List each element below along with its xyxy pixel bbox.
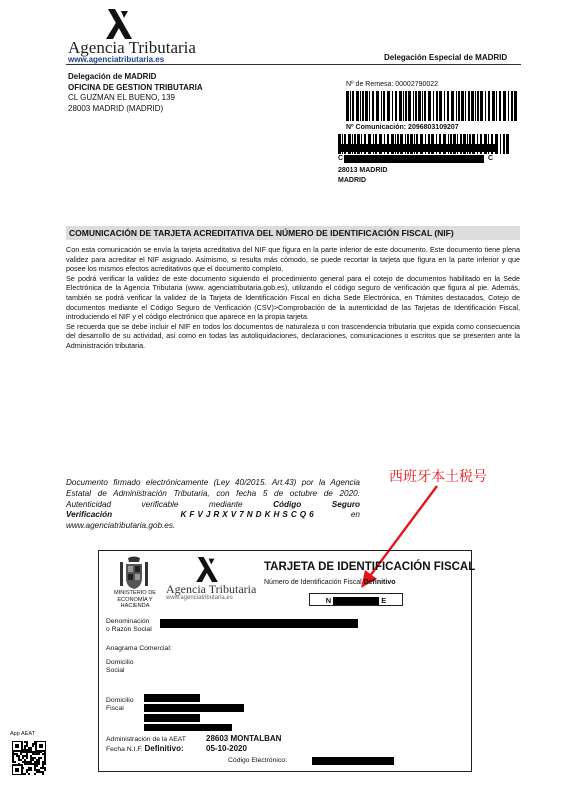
- header-divider: [66, 64, 521, 65]
- agency-logo-icon: [106, 9, 132, 39]
- app-aeat-label: App AEAT: [10, 731, 35, 737]
- card-agency-url: www.agenciatributaria.es: [166, 595, 233, 601]
- address-line-3: CL GUZMAN EL BUENO, 139: [68, 93, 175, 102]
- card-agency-logo-icon: [196, 557, 218, 582]
- remesa-number: Nº de Remesa: 00002790022: [346, 81, 439, 88]
- redacted-domicilio: [144, 704, 244, 712]
- denominacion-label: Denominación o Razón Social: [106, 618, 152, 633]
- anagrama-label: Anagrama Comercial:: [106, 645, 172, 652]
- comunicacion-number: Nº Comunicación: 2096803109207: [346, 124, 459, 131]
- redacted-denominacion: [160, 619, 358, 628]
- address-line-2: OFICINA DE GESTION TRIBUTARIA: [68, 82, 203, 92]
- annotation-label: 西班牙本土税号: [389, 469, 487, 485]
- redacted-street: [344, 155, 484, 163]
- redacted-domicilio: [144, 694, 200, 702]
- recipient-line-end: C: [488, 155, 494, 162]
- recipient-postcode: 28013 MADRID: [338, 167, 388, 174]
- domicilio-fiscal-label: Domicilio Fiscal: [106, 697, 134, 712]
- body-paragraph: Se recuerda que se debe incluir el NIF en todos los documentos de naturaleza o con trascendencia tributaria que expida como consecuencia del desarrollo de su actividad, así como en todas las autoliquidaciones, declaraciones, comunicaciones o escritos que se presenten ante la Administración tributaria.: [66, 321, 520, 350]
- redacted-codigo: [312, 757, 394, 765]
- redacted-domicilio: [144, 724, 232, 731]
- nif-status: Definitivo: [363, 579, 396, 586]
- agency-name: Agencia Tributaria: [68, 38, 196, 57]
- signature-text: Documento firmado electrónicamente (Ley 40/2015. Art.43) por la Agencia Estatal de Administración Tributaria, con fecha 5 de octubre de 2020. Autenticidad verificable mediante Código Seguro Verificación KFVJRXV7NDKHSCQ6 en www.agenciatributaria.gob.es.: [66, 478, 361, 531]
- card-title: TARJETA DE IDENTIFICACIÓN FISCAL: [264, 561, 476, 573]
- fecha-value: 05-10-2020: [206, 744, 247, 753]
- nif-label: Número de Identificación Fiscal Definitivo: [264, 579, 396, 586]
- sender-address: [68, 72, 203, 114]
- redacted-name: [338, 144, 498, 152]
- recipient-city-name: MADRID: [338, 177, 366, 184]
- redacted-domicilio: [144, 714, 200, 722]
- domicilio-social-label: Domicilio Social: [106, 659, 134, 674]
- recipient-city: [338, 166, 387, 186]
- nif-value-box: [309, 593, 403, 606]
- csv-code: KFVJRXV7NDKHSCQ6: [180, 510, 317, 520]
- address-line-4: 28003 MADRID (MADRID): [68, 103, 164, 113]
- admin-value: 28603 MONTALBAN: [206, 734, 282, 743]
- body-paragraph: Se podrá verificar la validez de este documento siguiendo el procedimiento general para el cotejo de documentos habilitado en la Sede Electrónica de la Agencia Tributaria (www. agenciatributaria.gob.es), utilizando el código seguro de verificación que figura al pie. Además, también se podrá verificar la validez de la Tarjeta de Identificación Fiscal en dicha Sede Electrónica, en Trámites destacados, Cotejo de documentos mediante el Código Seguro de Verificación (CSV)>Comprobación de la autenticidad de las Tarjetas de Identificación Fiscal, introduciendo el NIF y el código electrónico que aparece en la propia tarjeta.: [66, 273, 520, 322]
- agency-url[interactable]: www.agenciatributaria.es: [68, 55, 165, 64]
- body-paragraph: Con esta comunicación se envía la tarjeta acreditativa del NIF que figura en la parte inferior de este documento. Este documento tiene plena validez para acreditar el NIF asignado. Asimismo, si resulta más cómodo, se puede recortar la tarjeta que figura en la parte inferior y que posee los mismos efectos acreditativos que el documento completo.: [66, 245, 520, 274]
- body-text: [66, 245, 520, 351]
- coat-of-arms-icon: [118, 556, 150, 590]
- ministry-label: MINISTERIO DE ECONOMÍA Y HACIENDA: [114, 590, 156, 609]
- admin-label: Administración de la AEAT: [106, 736, 186, 743]
- fecha-label: Fecha N.I.F. Definitivo:: [106, 744, 184, 753]
- qr-code-icon[interactable]: [12, 741, 46, 775]
- barcode: [346, 91, 518, 121]
- address-line-1: Delegación de MADRID: [68, 72, 157, 81]
- redacted-nif: [333, 597, 379, 605]
- nif-end: E: [381, 596, 387, 605]
- recipient-line-start: C: [338, 155, 344, 162]
- codigo-label: Código Electrónico:: [228, 757, 287, 764]
- delegation-heading: Delegación Especial de MADRID: [384, 53, 508, 62]
- csv-label: Código Seguro Verificación: [66, 499, 361, 520]
- card-agency-name: Agencia Tributaria: [166, 582, 257, 596]
- nif-start: N: [325, 596, 332, 605]
- section-title: COMUNICACIÓN DE TARJETA ACREDITATIVA DEL NÚMERO DE IDENTIFICACIÓN FISCAL (NIF): [66, 226, 520, 240]
